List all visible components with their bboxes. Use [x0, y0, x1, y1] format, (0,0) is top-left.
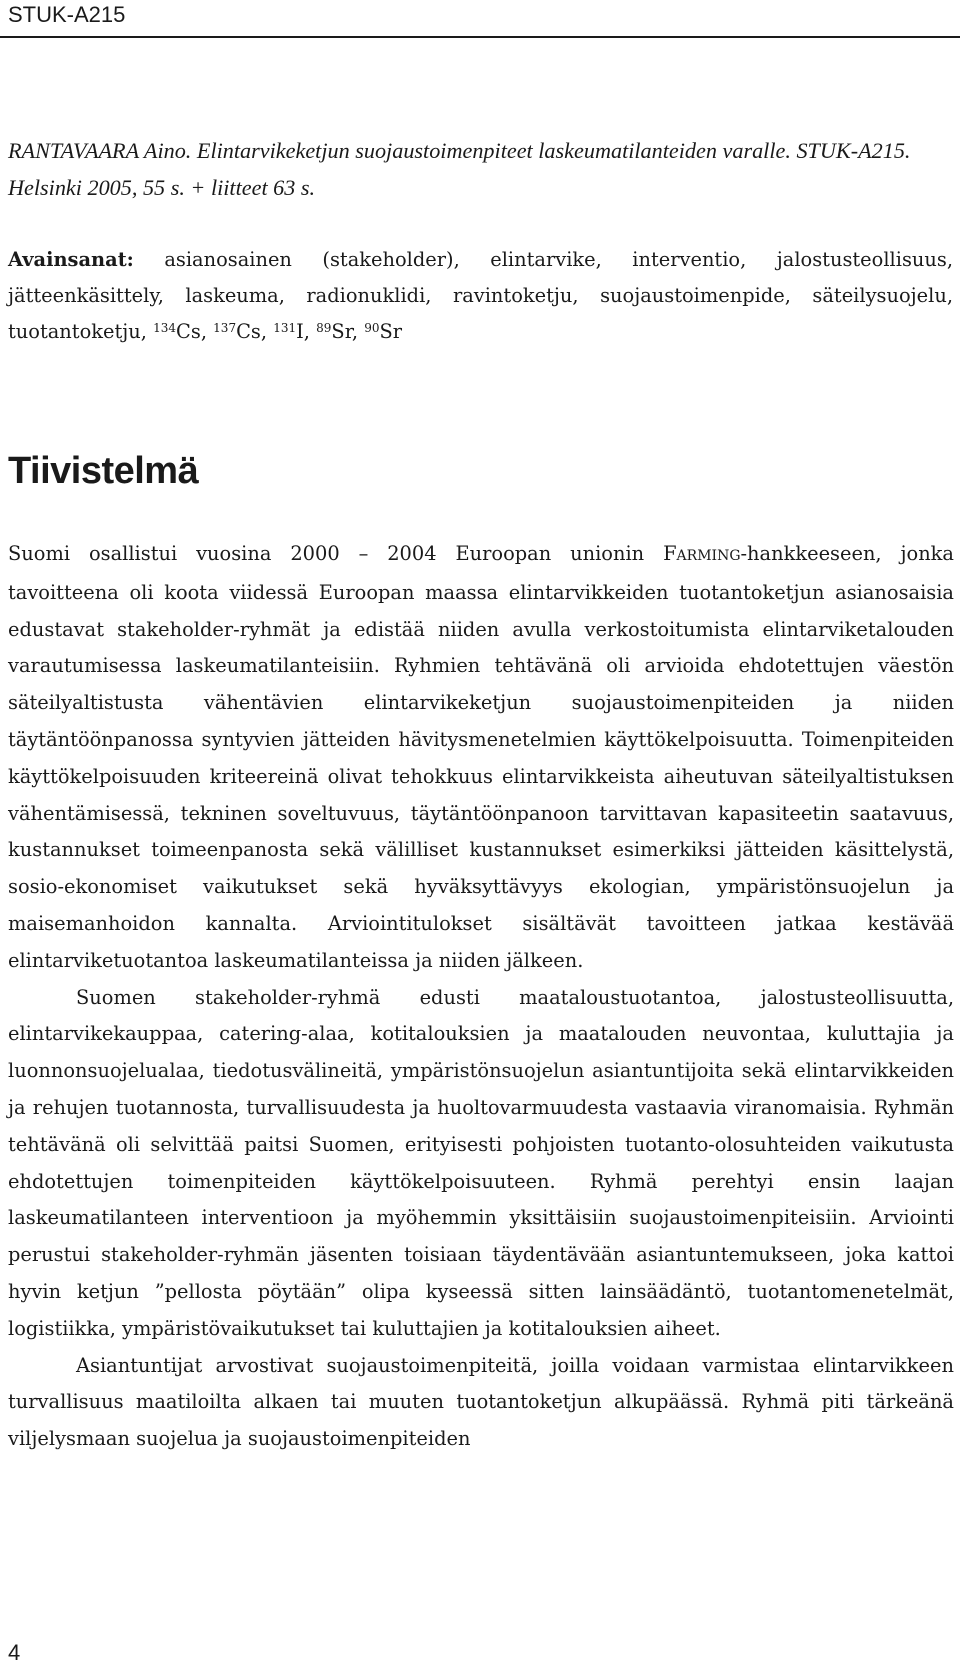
isotope-mass: 134	[153, 321, 177, 335]
keywords-block	[8, 242, 953, 350]
isotope-item: $^{137}$Cs,	[213, 320, 268, 343]
isotope-mass: 89	[316, 321, 332, 335]
isotope-symbol: I	[296, 320, 304, 343]
isotope-symbol: Sr	[379, 320, 403, 343]
project-name: FARMING	[663, 542, 741, 565]
isotope-symbol: Sr	[331, 320, 352, 343]
isotope-mass: 90	[364, 321, 380, 335]
abstract-paragraph: Suomen stakeholder-ryhmä edusti maataloustuotantoa, jalostusteollisuutta, elintarvikekauppaa, catering-alaa, kotitalouksien ja maatalouden neuvontaa, kuluttajia ja luonnonsuojelualaa, tiedotusvälineitä, ympäristönsuojelun asiantuntijoita sekä elintarvikkeiden ja rehujen tuotannosta, turvallisuudesta ja huoltovarmuudesta vastaavia viranomaisia. Ryhmän tehtävänä oli selvittää paitsi Suomen, erityisesti pohjoisten tuotanto-olosuhteiden vaikutusta ehdotettujen toimenpiteiden käyttökelpoisuuteen. Ryhmä perehtyi ensin laajan laskeumatilanteen interventioon ja myöhemmin yksittäisiin suojaustoimenpiteisiin. Arviointi perustui stakeholder-ryhmän jäsenten toisiaan täydentävään asiantuntemukseen, joka kattoi hyvin ketjun ”pellosta pöytään” olipa kyseessä sitten lainsäädäntö, tuotantomenetelmät, logistiikka, ympäristövaikutukset tai kuluttajien ja kotitalouksien aiheet.	[8, 985, 954, 1340]
isotope-mass: 137	[213, 321, 237, 335]
isotope-item	[364, 320, 402, 343]
isotope-symbol: Cs	[236, 320, 261, 343]
isotope-symbol: Cs	[176, 320, 201, 343]
abstract-paragraph: Asiantuntijat arvostivat suojaustoimenpiteitä, joilla voidaan varmistaa elintarvikkeen turvallisuus maatiloilta alkaen tai muuten tuotantoketjun alkupäässä. Ryhmä piti tärkeänä viljelysmaan suojelua ja suojaustoimenpiteiden	[8, 1353, 954, 1451]
bibliographic-citation: RANTAVAARA Aino. Elintarvikeketjun suojaustoimenpiteet laskeumatilanteiden varalle. STUK-A215. Helsinki 2005, 55 s. + liitteet 63 s.	[8, 138, 911, 200]
page-number: 4	[8, 1640, 21, 1665]
section-title: Tiivistelmä	[8, 450, 199, 492]
keywords-label: Avainsanat:	[8, 248, 134, 271]
header-divider	[0, 36, 960, 38]
isotope-item: $^{89}$Sr,	[316, 320, 359, 343]
isotope-item: $^{131}$I,	[273, 320, 310, 343]
abstract-body	[8, 536, 954, 1458]
document-code: STUK-A215	[8, 2, 126, 27]
abstract-paragraph: Suomi osallistui vuosina 2000 – 2004 Euroopan unionin FARMING-hankkeeseen, jonka tavoitteena oli koota viidessä Euroopan maassa elintarvikkeiden tuotantoketjun asianosaisia edustavat stakeholder-ryhmät ja edistää niiden avulla verkostoitumista elintarviketalouden varautumisessa laskeumatilanteisiin. Ryhmien tehtävänä oli arvioida ehdotettujen väestön säteilyaltistusta vähentävien elintarvikeketjun suojaustoimenpiteiden ja niiden täytäntöönpanossa syntyvien jätteiden hävitysmenetelmien käyttökelpoisuutta. Toimenpiteiden käyttökelpoisuuden kriteereinä olivat tehokkuus elintarvikkeista aiheutuvan säteilyaltistuksen vähentämisessä, tekninen soveltuvuus, täytäntöönpanoon tarvittavan kapasiteetin saatavuus, kustannukset toimeenpanosta sekä välilliset kustannukset esimerkiksi jätteiden käsittelystä, sosio-ekonomiset vaikutukset sekä hyväksyttävyys ekologian, ympäristönsuojelun ja maisemanhoidon kannalta. Arviointitulokset sisältävät tavoitteen jatkaa kestävää elintarviketuotantoa laskeumatilanteissa ja niiden jälkeen.	[8, 542, 954, 972]
keywords-text: asianosainen (stakeholder), elintarvike, interventio, jalostusteollisuus, jätteenkäsittely, laskeuma, radionuklidi, ravintoketju, suojaustoimenpide, säteilysuojelu, tuotantoketju,	[8, 248, 953, 343]
isotope-mass: 131	[273, 321, 297, 335]
isotope-item: $^{134}$Cs,	[153, 320, 207, 343]
